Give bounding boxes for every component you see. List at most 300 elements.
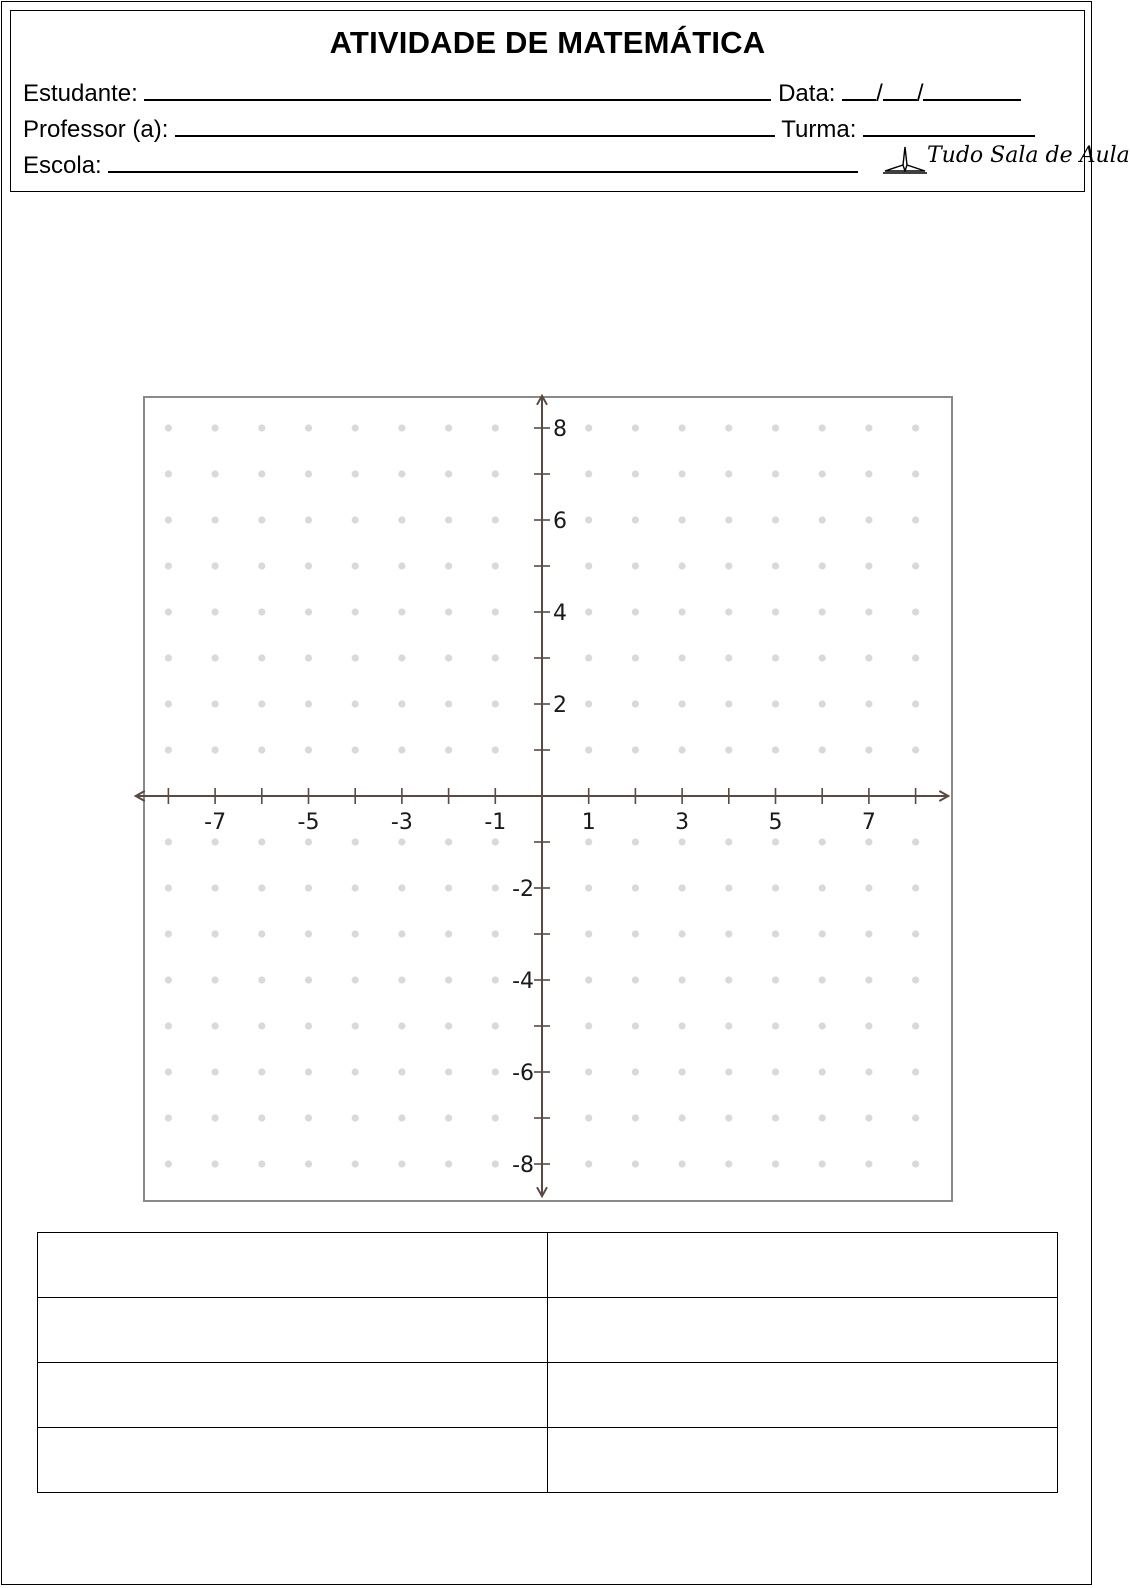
grid-dot — [772, 884, 779, 891]
grid-dot — [398, 1160, 405, 1167]
grid-dot — [585, 700, 592, 707]
grid-dot — [492, 516, 499, 523]
grid-dot — [258, 516, 265, 523]
grid-dot — [352, 608, 359, 615]
grid-dot — [725, 1160, 732, 1167]
grid-dot — [679, 424, 686, 431]
grid-dot — [819, 700, 826, 707]
grid-dot — [398, 700, 405, 707]
answer-cell[interactable] — [38, 1233, 548, 1298]
grid-dot — [398, 470, 405, 477]
grid-dot — [819, 746, 826, 753]
grid-dot — [165, 746, 172, 753]
grid-dot — [212, 608, 219, 615]
grid-dot — [165, 838, 172, 845]
school-row — [23, 149, 858, 180]
grid-dot — [352, 424, 359, 431]
grid-dot — [679, 700, 686, 707]
grid-dot — [305, 562, 312, 569]
worksheet-header — [10, 10, 1130, 192]
grid-dot — [585, 1160, 592, 1167]
x-tick-label: 3 — [675, 810, 690, 835]
grid-dot — [772, 1114, 779, 1121]
grid-dot — [492, 746, 499, 753]
grid-dot — [492, 1068, 499, 1075]
grid-dot — [305, 976, 312, 983]
grid-dot — [772, 838, 779, 845]
grid-dot — [725, 884, 732, 891]
grid-dot — [772, 1068, 779, 1075]
grid-dot — [679, 470, 686, 477]
grid-dot — [445, 608, 452, 615]
grid-dot — [352, 930, 359, 937]
grid-dot — [165, 516, 172, 523]
answer-row — [38, 1298, 1058, 1363]
grid-dot — [305, 424, 312, 431]
grid-dot — [305, 1114, 312, 1121]
grid-dot — [632, 1114, 639, 1121]
grid-dot — [912, 654, 919, 661]
y-tick-label: 4 — [553, 601, 567, 626]
grid-dot — [258, 562, 265, 569]
grid-dot — [258, 654, 265, 661]
grid-dot — [258, 1068, 265, 1075]
grid-dot — [865, 1022, 872, 1029]
grid-dot — [865, 516, 872, 523]
grid-dot — [912, 1068, 919, 1075]
grid-dot — [865, 562, 872, 569]
grid-dot — [819, 562, 826, 569]
grid-dot — [632, 746, 639, 753]
answer-cell[interactable] — [38, 1298, 548, 1363]
grid-dot — [772, 930, 779, 937]
grid-dot — [819, 470, 826, 477]
grid-dot — [679, 654, 686, 661]
answer-cell[interactable] — [548, 1298, 1058, 1363]
grid-dot — [819, 516, 826, 523]
grid-dot — [258, 424, 265, 431]
grid-dot — [819, 654, 826, 661]
grid-dot — [305, 746, 312, 753]
grid-dot — [679, 1114, 686, 1121]
grid-dot — [585, 654, 592, 661]
grid-dot — [679, 516, 686, 523]
grid-dot — [445, 838, 452, 845]
grid-dot — [445, 1068, 452, 1075]
grid-dot — [352, 654, 359, 661]
grid-dot — [772, 608, 779, 615]
grid-dot — [212, 976, 219, 983]
y-tick-label: 8 — [553, 417, 567, 442]
x-tick-label: -1 — [484, 810, 507, 835]
grid-dot — [492, 654, 499, 661]
grid-dot — [819, 1160, 826, 1167]
grid-dot — [445, 516, 452, 523]
grid-dot — [585, 746, 592, 753]
grid-dot — [492, 1114, 499, 1121]
x-tick-label: 7 — [861, 810, 876, 835]
class-field[interactable] — [863, 113, 1035, 137]
x-tick-label: 5 — [768, 810, 783, 835]
grid-dot — [865, 654, 872, 661]
grid-dot — [258, 470, 265, 477]
grid-dot — [632, 654, 639, 661]
grid-dot — [398, 746, 405, 753]
grid-dot — [165, 562, 172, 569]
grid-dot — [445, 976, 452, 983]
school-label: Escola: — [23, 152, 102, 179]
grid-dot — [212, 1114, 219, 1121]
grid-dot — [912, 1022, 919, 1029]
grid-dot — [492, 470, 499, 477]
grid-dot — [632, 1068, 639, 1075]
grid-dot — [772, 976, 779, 983]
answer-cell[interactable] — [548, 1233, 1058, 1298]
grid-dot — [212, 562, 219, 569]
grid-dot — [819, 424, 826, 431]
grid-dot — [305, 838, 312, 845]
grid-dot — [772, 562, 779, 569]
grid-dot — [398, 608, 405, 615]
teacher-label: Professor (a): — [23, 116, 169, 143]
grid-dot — [865, 884, 872, 891]
grid-dot — [679, 1160, 686, 1167]
grid-dot — [492, 424, 499, 431]
grid-dot — [398, 1068, 405, 1075]
grid-dot — [819, 608, 826, 615]
grid-dot — [492, 700, 499, 707]
grid-dot — [725, 1022, 732, 1029]
grid-dot — [912, 562, 919, 569]
y-tick-label: -8 — [512, 1153, 534, 1178]
x-tick-label: -7 — [204, 810, 227, 835]
grid-dot — [865, 700, 872, 707]
grid-dot — [398, 930, 405, 937]
grid-dot — [352, 1068, 359, 1075]
grid-dot — [585, 516, 592, 523]
grid-dot — [165, 930, 172, 937]
grid-dot — [492, 1160, 499, 1167]
grid-dot — [585, 1114, 592, 1121]
grid-dot — [632, 1022, 639, 1029]
worksheet-title: ATIVIDADE DE MATEMÁTICA — [329, 25, 766, 60]
grid-dot — [819, 930, 826, 937]
grid-dot — [398, 424, 405, 431]
grid-dot — [305, 516, 312, 523]
grid-dot — [212, 1160, 219, 1167]
grid-dot — [305, 1068, 312, 1075]
grid-dot — [865, 746, 872, 753]
open-book-icon — [883, 141, 927, 175]
grid-dot — [865, 1068, 872, 1075]
class-label: Turma: — [781, 116, 857, 143]
grid-dot — [632, 608, 639, 615]
answer-cell[interactable] — [548, 1428, 1058, 1493]
grid-dot — [865, 608, 872, 615]
grid-dot — [212, 516, 219, 523]
grid-dot — [632, 930, 639, 937]
grid-dot — [679, 746, 686, 753]
grid-dot — [819, 976, 826, 983]
grid-dot — [772, 654, 779, 661]
grid-dot — [679, 608, 686, 615]
grid-dot — [212, 838, 219, 845]
grid-dot — [585, 884, 592, 891]
grid-dot — [912, 1160, 919, 1167]
grid-dot — [398, 884, 405, 891]
grid-dot — [725, 700, 732, 707]
grid-dot — [632, 516, 639, 523]
grid-dot — [165, 654, 172, 661]
brand-logo — [883, 141, 1130, 181]
grid-dot — [725, 562, 732, 569]
grid-dot — [165, 884, 172, 891]
grid-dot — [212, 654, 219, 661]
grid-dot — [865, 930, 872, 937]
grid-dot — [725, 976, 732, 983]
answer-cell[interactable] — [548, 1363, 1058, 1428]
grid-dot — [212, 470, 219, 477]
grid-dot — [632, 424, 639, 431]
teacher-name-field[interactable] — [175, 113, 775, 137]
grid-dot — [492, 976, 499, 983]
grid-dot — [865, 838, 872, 845]
grid-dot — [865, 424, 872, 431]
grid-dot — [632, 838, 639, 845]
grid-dot — [725, 930, 732, 937]
grid-dot — [212, 746, 219, 753]
date-month-field[interactable] — [883, 77, 917, 101]
grid-dot — [445, 654, 452, 661]
x-tick-label: 1 — [581, 810, 596, 835]
grid-dot — [725, 608, 732, 615]
grid-dot — [772, 516, 779, 523]
grid-dot — [725, 654, 732, 661]
grid-dot — [258, 838, 265, 845]
grid-dot — [865, 976, 872, 983]
graph-frame — [144, 397, 952, 1201]
grid-dot — [912, 470, 919, 477]
grid-dot — [819, 1022, 826, 1029]
grid-dot — [258, 746, 265, 753]
grid-dot — [352, 516, 359, 523]
grid-dot — [305, 930, 312, 937]
answer-cell[interactable] — [38, 1363, 548, 1428]
grid-dot — [725, 516, 732, 523]
grid-dot — [165, 700, 172, 707]
grid-dot — [258, 1160, 265, 1167]
grid-dot — [725, 838, 732, 845]
grid-dot — [398, 562, 405, 569]
grid-dot — [492, 838, 499, 845]
grid-dot — [725, 424, 732, 431]
grid-dot — [305, 1022, 312, 1029]
grid-dot — [258, 1114, 265, 1121]
grid-dot — [912, 838, 919, 845]
grid-dot — [212, 424, 219, 431]
grid-dot — [212, 1068, 219, 1075]
grid-dot — [352, 1160, 359, 1167]
grid-dot — [398, 1022, 405, 1029]
grid-dot — [165, 424, 172, 431]
answer-cell[interactable] — [38, 1428, 548, 1493]
grid-dot — [585, 562, 592, 569]
answer-row — [38, 1363, 1058, 1428]
grid-dot — [445, 1022, 452, 1029]
y-tick-label: 6 — [553, 509, 567, 534]
grid-dot — [679, 884, 686, 891]
date-year-field[interactable] — [923, 77, 1021, 101]
grid-dot — [492, 930, 499, 937]
grid-dot — [865, 1114, 872, 1121]
grid-dot — [398, 1114, 405, 1121]
grid-dot — [305, 608, 312, 615]
grid-dot — [258, 976, 265, 983]
grid-dot — [305, 470, 312, 477]
grid-dot — [679, 838, 686, 845]
school-name-field[interactable] — [108, 149, 858, 173]
teacher-row — [23, 113, 1035, 144]
grid-dot — [632, 976, 639, 983]
grid-dot — [165, 1022, 172, 1029]
date-label: Data: — [778, 80, 836, 107]
grid-dot — [819, 1114, 826, 1121]
grid-dot — [772, 1022, 779, 1029]
y-tick-label: -6 — [512, 1061, 534, 1086]
grid-dot — [585, 470, 592, 477]
grid-dot — [632, 562, 639, 569]
grid-dot — [165, 1068, 172, 1075]
x-tick-label: -5 — [297, 810, 320, 835]
grid-dot — [632, 700, 639, 707]
student-row: Estudante: Data: / / — [23, 77, 1021, 108]
grid-dot — [445, 562, 452, 569]
grid-dot — [305, 654, 312, 661]
grid-dot — [585, 608, 592, 615]
student-name-field[interactable] — [144, 77, 771, 101]
grid-dot — [492, 608, 499, 615]
grid-dot — [445, 424, 452, 431]
grid-dot — [352, 1114, 359, 1121]
grid-dot — [865, 470, 872, 477]
grid-dot — [165, 976, 172, 983]
grid-dot — [352, 700, 359, 707]
answer-row — [38, 1428, 1058, 1493]
grid-dot — [912, 976, 919, 983]
grid-dot — [585, 424, 592, 431]
grid-dot — [445, 470, 452, 477]
grid-dot — [492, 1022, 499, 1029]
grid-dot — [865, 1160, 872, 1167]
grid-dot — [772, 1160, 779, 1167]
grid-dot — [258, 884, 265, 891]
grid-dot — [912, 608, 919, 615]
grid-dot — [679, 930, 686, 937]
grid-dot — [632, 1160, 639, 1167]
grid-dot — [772, 746, 779, 753]
grid-dot — [352, 470, 359, 477]
grid-dot — [632, 470, 639, 477]
answer-table — [37, 1232, 1058, 1493]
grid-dot — [725, 1068, 732, 1075]
grid-dot — [912, 700, 919, 707]
grid-dot — [212, 884, 219, 891]
grid-dot — [165, 608, 172, 615]
y-tick-label: -4 — [512, 969, 534, 994]
y-tick-label: 2 — [553, 693, 567, 718]
grid-dot — [585, 1068, 592, 1075]
grid-dot — [445, 930, 452, 937]
grid-dot — [352, 884, 359, 891]
grid-dot — [445, 700, 452, 707]
grid-dot — [725, 746, 732, 753]
grid-dot — [912, 424, 919, 431]
grid-dot — [165, 1160, 172, 1167]
x-tick-label: -3 — [390, 810, 413, 835]
date-day-field[interactable] — [842, 77, 876, 101]
grid-dot — [305, 700, 312, 707]
grid-dot — [352, 746, 359, 753]
grid-dot — [585, 1022, 592, 1029]
grid-dot — [212, 700, 219, 707]
grid-dot — [819, 884, 826, 891]
grid-dot — [772, 424, 779, 431]
grid-dot — [679, 562, 686, 569]
grid-dot — [352, 838, 359, 845]
grid-dot — [912, 516, 919, 523]
y-tick-label: -2 — [512, 877, 534, 902]
grid-dot — [445, 1114, 452, 1121]
grid-dot — [445, 746, 452, 753]
grid-dot — [492, 562, 499, 569]
grid-dot — [679, 1022, 686, 1029]
axes — [136, 396, 949, 1196]
brand-logo-text: Tudo Sala de Aula — [927, 143, 1130, 168]
grid-dot — [398, 516, 405, 523]
grid-dot — [679, 1068, 686, 1075]
grid-dot — [912, 930, 919, 937]
grid-dot — [445, 884, 452, 891]
grid-dot — [398, 976, 405, 983]
grid-dot — [725, 470, 732, 477]
grid-dot — [398, 838, 405, 845]
grid-dot — [352, 562, 359, 569]
grid-dot — [258, 700, 265, 707]
grid-dot — [165, 1114, 172, 1121]
grid-dot — [585, 976, 592, 983]
grid-dot — [165, 470, 172, 477]
grid-dot — [212, 930, 219, 937]
grid-dot — [585, 930, 592, 937]
grid-dot — [632, 884, 639, 891]
grid-dot — [445, 1160, 452, 1167]
grid-dot — [772, 700, 779, 707]
grid-dot — [725, 1114, 732, 1121]
grid-dot — [258, 608, 265, 615]
student-label: Estudante: — [23, 80, 138, 107]
cartesian-plane — [142, 394, 954, 1204]
grid-dot — [305, 884, 312, 891]
grid-dot — [585, 838, 592, 845]
grid-dot — [819, 1068, 826, 1075]
grid-dot — [772, 470, 779, 477]
grid-dot — [398, 654, 405, 661]
grid-dot — [492, 884, 499, 891]
answer-row — [38, 1233, 1058, 1298]
grid-dot — [352, 976, 359, 983]
grid-dot — [679, 976, 686, 983]
grid-dot — [912, 746, 919, 753]
